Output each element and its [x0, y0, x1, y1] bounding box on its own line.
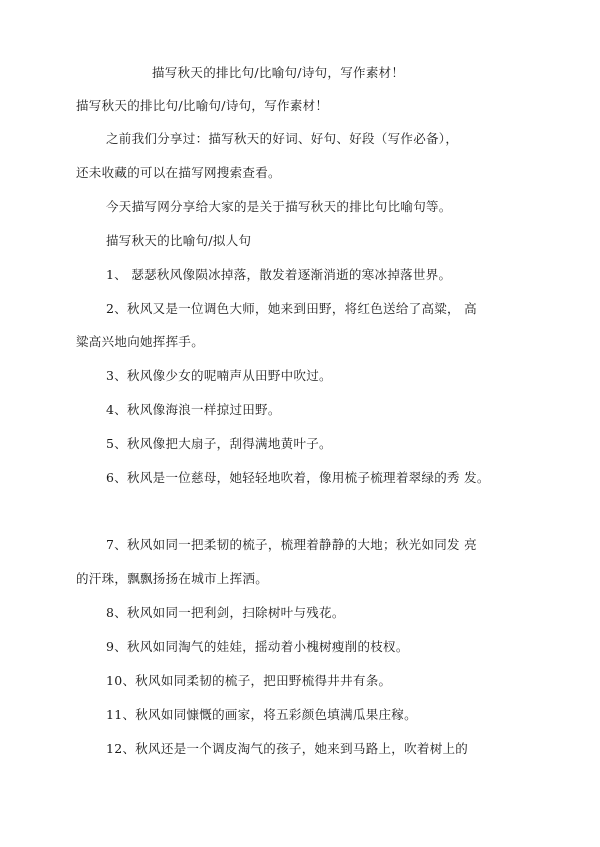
- intro-paragraph-line: 之前我们分享过：描写秋天的好词、好句、好段（写作必备），: [106, 131, 459, 146]
- list-item: 4、秋风像海浪一样掠过田野。: [106, 402, 281, 417]
- list-item: 5、秋风像把大扇子，刮得满地黄叶子。: [106, 436, 332, 451]
- section-title: 描写秋天的比喻句/拟人句: [106, 233, 252, 248]
- list-item: 2、秋风又是一位调色大师，她来到田野，将红色送给了高粱， 高: [106, 301, 477, 316]
- list-item-continuation: 粱高兴地向她挥挥手。: [76, 334, 205, 349]
- list-item: 7、秋风如同一把柔韧的梳子，梳理着静静的大地；秋光如同发 亮: [106, 537, 477, 552]
- list-item: 3、秋风像少女的呢喃声从田野中吹过。: [106, 368, 332, 383]
- list-item: 8、秋风如同一把利剑，扫除树叶与残花。: [106, 605, 345, 620]
- heading: 描写秋天的排比句/比喻句/诗句，写作素材！: [76, 98, 329, 113]
- list-item: 6、秋风是一位慈母，她轻轻地吹着，像用梳子梳理着翠绿的秀 发。: [106, 470, 490, 485]
- list-item: 12、秋风还是一个调皮淘气的孩子，她来到马路上，吹着树上的: [106, 741, 469, 756]
- list-item: 9、秋风如同淘气的娃娃，摇动着小槐树瘦削的枝杈。: [106, 639, 409, 654]
- list-item-continuation: 的汗珠，飘飘扬扬在城市上挥洒。: [76, 571, 269, 586]
- list-item: 10、秋风如同柔韧的梳子，把田野梳得井井有条。: [106, 673, 392, 688]
- intro-paragraph: 今天描写网分享给大家的是关于描写秋天的排比句比喻句等。: [106, 199, 452, 214]
- list-item: 1、 瑟瑟秋风像陨冰掉落，散发着逐渐消逝的寒冰掉落世界。: [106, 267, 452, 282]
- document-title: 描写秋天的排比句/比喻句/诗句，写作素材！: [152, 65, 405, 80]
- list-item: 11、秋风如同慷慨的画家，将五彩颜色填满瓜果庄稼。: [106, 707, 417, 722]
- intro-paragraph-line: 还未收藏的可以在描写网搜索查看。: [76, 165, 281, 180]
